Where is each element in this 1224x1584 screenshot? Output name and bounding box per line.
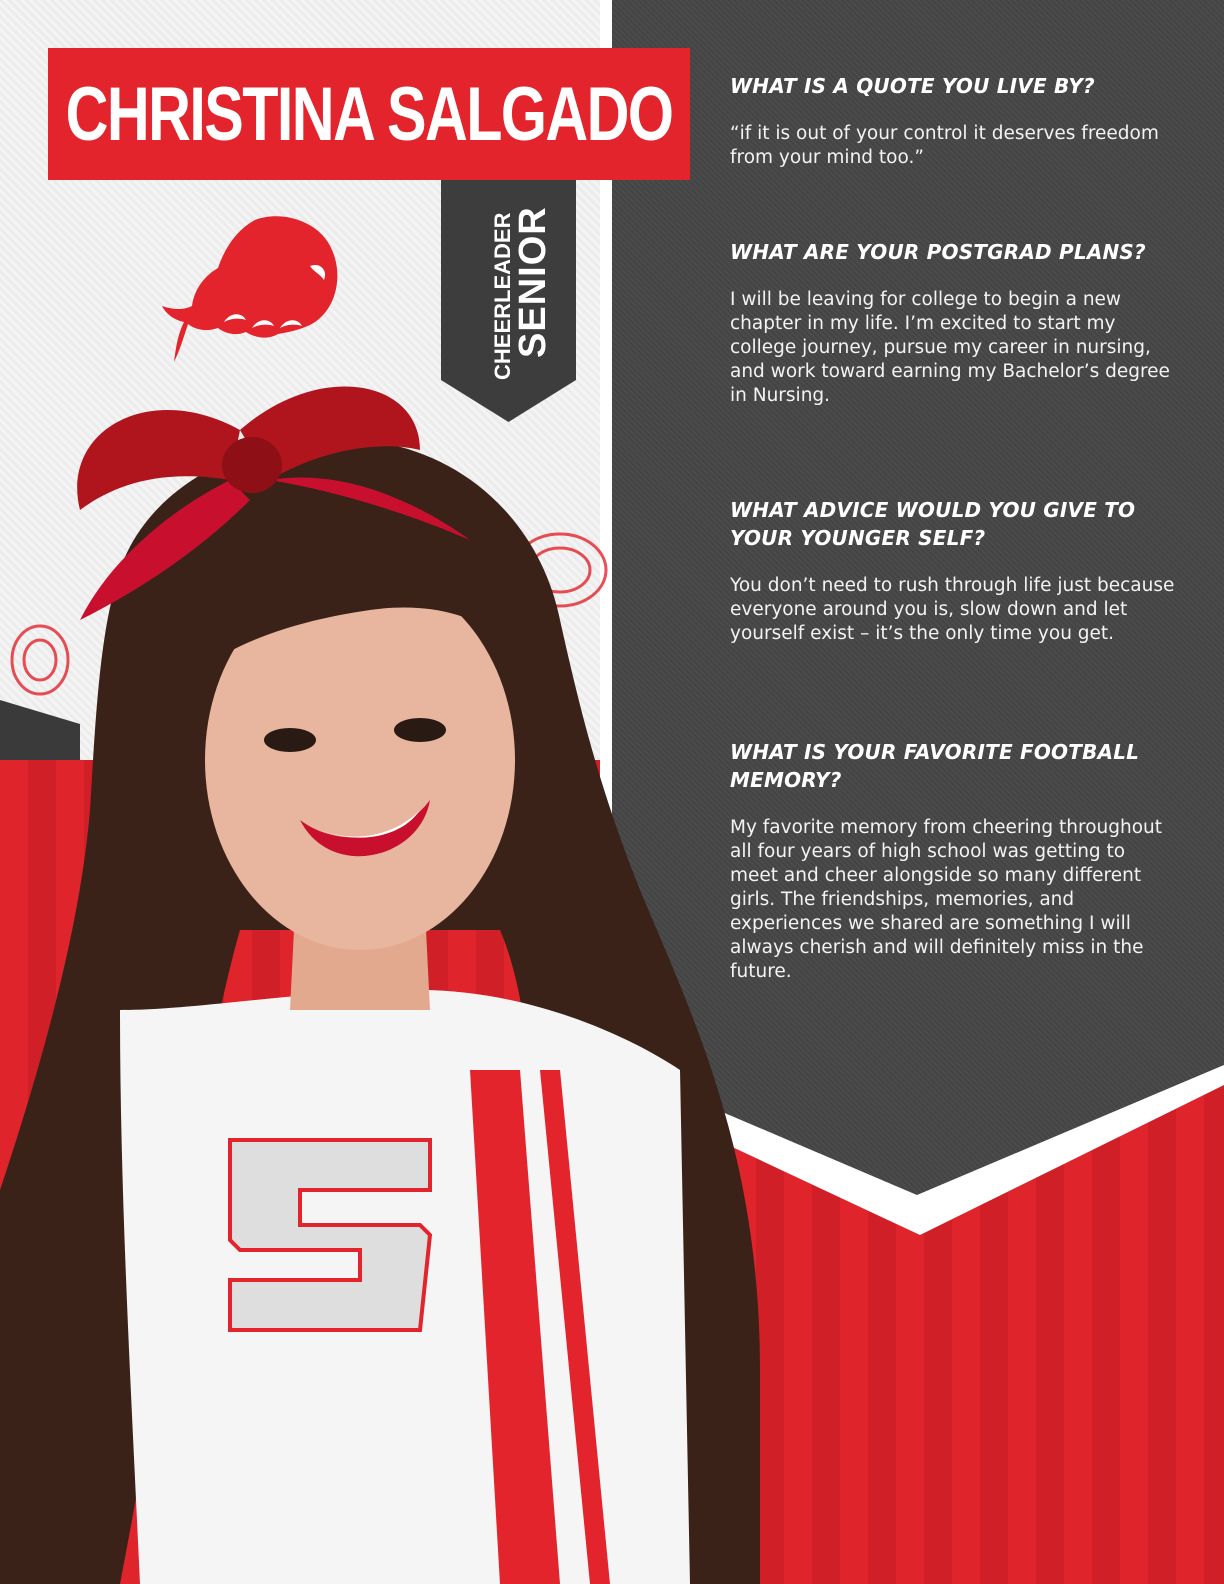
athlete-name: CHRISTINA SALGADO (65, 71, 673, 157)
answer-advice: You don’t need to rush through life just because everyone around you is, slow down and let yourself exist – it’s the only time you get. (730, 575, 1175, 644)
question-memory: WHAT IS YOUR FAVORITE FOOTBALL MEMORY? (730, 740, 1140, 792)
question-postgrad: WHAT ARE YOUR POSTGRAD PLANS? (730, 240, 1146, 264)
qa-item-advice (730, 496, 1175, 646)
uniform-letter-s (230, 1140, 430, 1330)
bison-head-icon (160, 210, 345, 370)
answer-postgrad: I will be leaving for college to begin a new chapter in my life. I’m excited to start my college journey, pursue my career in nursing, and work toward earning my Bachelor’s degree in Nursing. (730, 289, 1170, 406)
question-advice: WHAT ADVICE WOULD YOU GIVE TO YOUR YOUNGER SELF? (730, 498, 1136, 550)
role-label: CHEERLEADER (490, 212, 515, 380)
question-quote: WHAT IS A QUOTE YOU LIVE BY? (730, 74, 1095, 98)
class-year-label: SENIOR (512, 206, 554, 358)
qa-item-quote (730, 72, 1175, 170)
answer-memory: My favorite memory from cheering throughout all four years of high school was getting to meet and cheer alongside so many different girls. The friendships, memories, and experiences we shared are something I will always cherish and will definitely miss in the future. (730, 817, 1163, 982)
qa-item-postgrad (730, 238, 1175, 408)
answer-quote: “if it is out of your control it deserves freedom from your mind too.” (730, 123, 1159, 168)
name-banner (48, 48, 690, 180)
athlete-photo (0, 370, 760, 1584)
qa-item-memory (730, 738, 1175, 984)
